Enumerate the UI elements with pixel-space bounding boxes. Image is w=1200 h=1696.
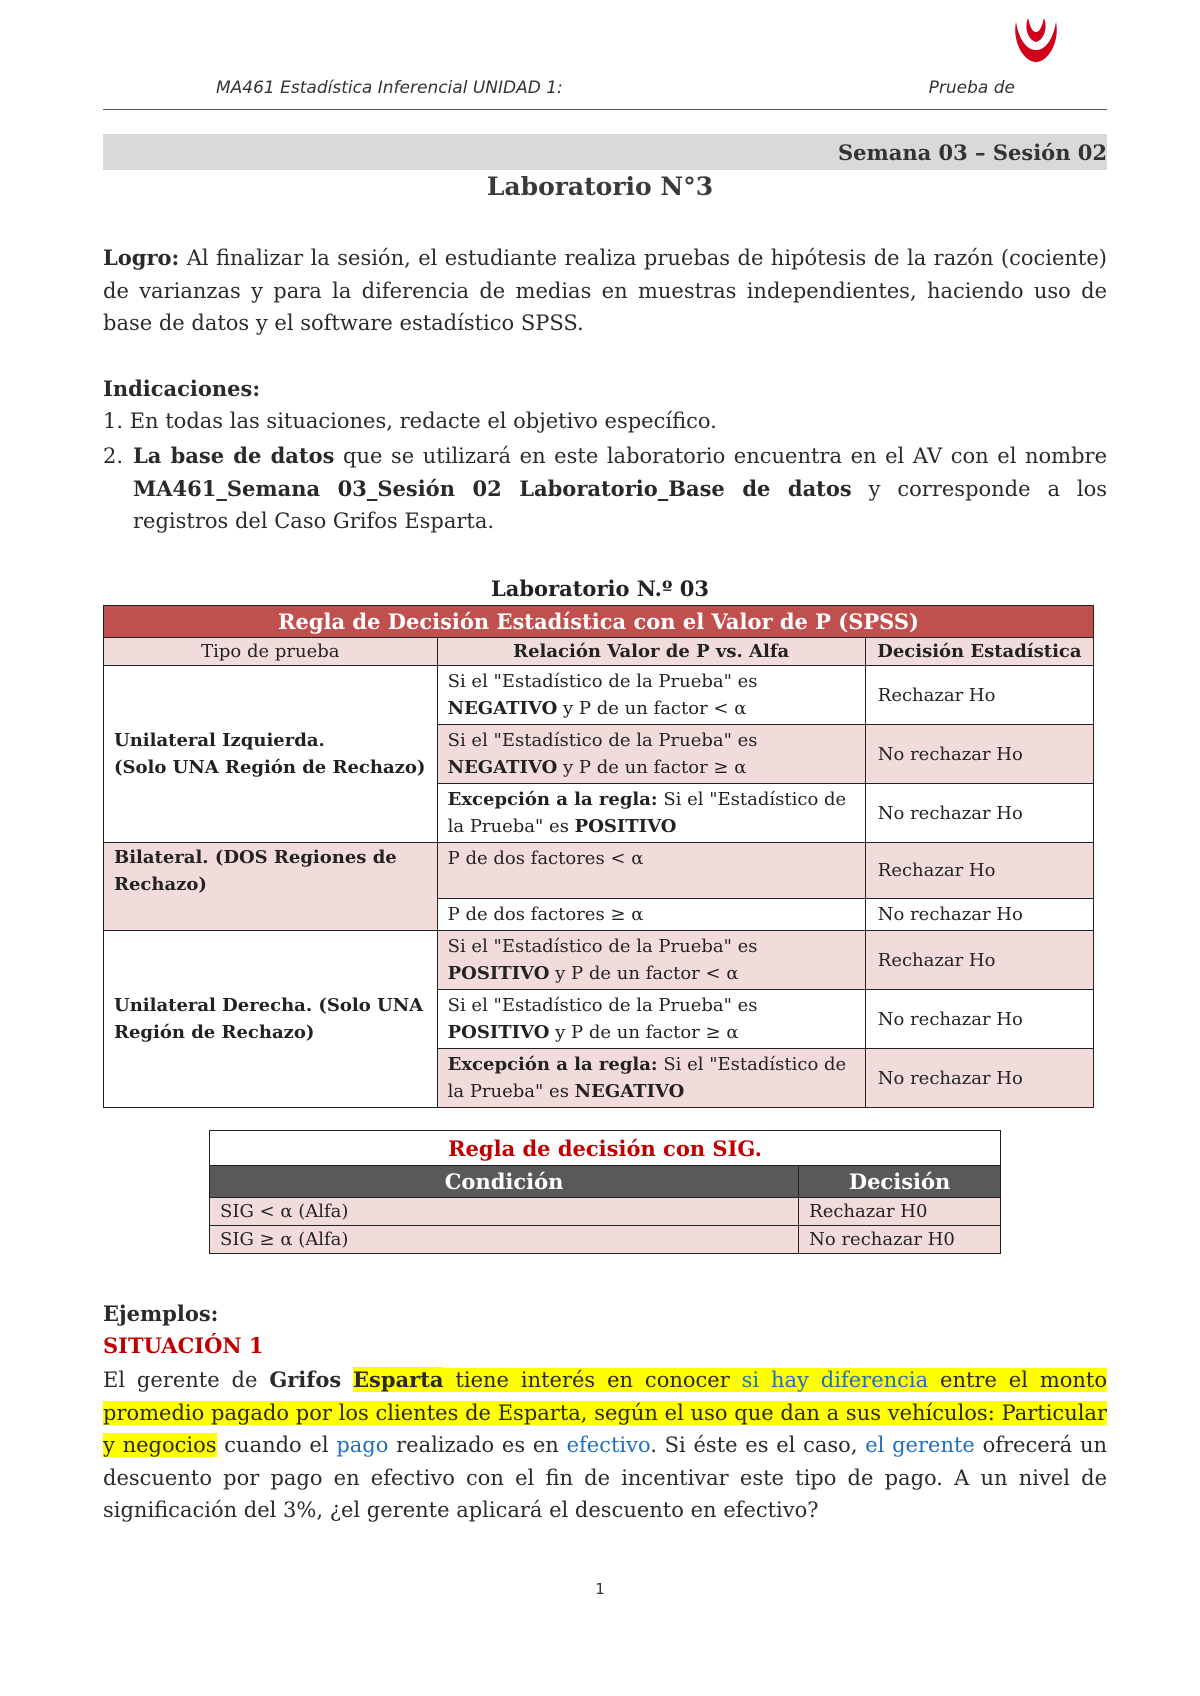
decision-cell: No rechazar Ho: [865, 725, 1093, 784]
logro-paragraph: [103, 242, 1107, 340]
rel-bold: NEGATIVO: [447, 757, 558, 778]
sit-text: cuando el: [216, 1433, 337, 1457]
decision-cell: Rechazar Ho: [865, 843, 1093, 899]
rel-bold: Excepción a la regla:: [447, 789, 658, 810]
relation-cell: P de dos factores ≥ α: [437, 899, 865, 931]
group-bilateral: Bilateral. (DOS Regiones de Rechazo): [104, 843, 438, 931]
decision-table-title-row: [104, 606, 1094, 638]
table-row: [104, 931, 1094, 990]
relation-cell: [437, 784, 865, 843]
rel-bold: NEGATIVO: [574, 1081, 685, 1102]
page-title: Laboratorio N°3: [486, 172, 714, 201]
sig-table-title: Regla de decisión con SIG.: [210, 1131, 1001, 1166]
relation-cell: P de dos factores < α: [437, 843, 865, 899]
header-course: MA461 Estadística Inferencial UNIDAD 1:: [216, 78, 563, 98]
decision-cell: No rechazar Ho: [865, 1049, 1093, 1108]
table-row: [210, 1226, 1001, 1254]
sit-text: [341, 1368, 353, 1392]
sig-header-condicion: Condición: [210, 1166, 799, 1198]
rel-text: Si el "Estadístico de la Prueba" es: [447, 995, 758, 1016]
sit-highlight-blue: si hay diferencia: [741, 1368, 929, 1392]
rel-bold: NEGATIVO: [447, 698, 558, 719]
rel-bold: POSITIVO: [447, 963, 550, 984]
decision-cell: Rechazar Ho: [865, 666, 1093, 725]
rel-bold: Excepción a la regla:: [447, 1054, 658, 1075]
situacion-paragraph: [103, 1364, 1107, 1527]
decision-table-header-row: [104, 638, 1094, 666]
rel-bold: POSITIVO: [574, 816, 677, 837]
indicaciones-item-1-text: 1. En todas las situaciones, redacte el objetivo específico.: [103, 409, 717, 433]
indicaciones-title: Indicaciones:: [103, 376, 261, 401]
sit-text: . Si éste es el caso,: [650, 1433, 866, 1457]
sig-header-decision: Decisión: [799, 1166, 1001, 1198]
sit-blue-pago: pago: [336, 1433, 389, 1457]
relation-cell: [437, 1049, 865, 1108]
relation-cell: [437, 725, 865, 784]
rel-bold: POSITIVO: [447, 1022, 550, 1043]
relation-cell: [437, 990, 865, 1049]
situacion-title: SITUACIÓN 1: [103, 1333, 264, 1358]
upc-logo-icon: [1008, 12, 1064, 68]
header-relacion: Relación Valor de P vs. Alfa: [437, 638, 865, 666]
bold-file-name: MA461_Semana 03_Sesión 02 Laboratorio_Base de datos: [133, 475, 852, 501]
sig-table: [209, 1130, 1001, 1254]
rel-text: y P de un factor ≥ α: [557, 757, 747, 778]
decision-table: [103, 605, 1094, 1108]
item2-text-b: y corresponde a los registros del Caso Grifos Esparta.: [133, 476, 1107, 533]
sig-condition-cell: SIG < α (Alfa): [210, 1198, 799, 1226]
sit-blue-gerente: el gerente: [865, 1433, 975, 1457]
indicaciones-item-2: [103, 440, 1107, 538]
sig-decision-cell: No rechazar H0: [799, 1226, 1001, 1254]
table-row: [210, 1198, 1001, 1226]
rel-text: y P de un factor ≥ α: [549, 1022, 739, 1043]
header-rule: [103, 109, 1107, 110]
sit-highlight: entre el monto promedio pagado por los clientes de Esparta, según el uso que dan a sus vehículos: Particular y negocios: [103, 1368, 1107, 1457]
group-left-line2: (Solo UNA Región de Rechazo): [114, 757, 426, 778]
sit-text: ofrecerá un descuento por pago en efectivo con el fin de incentivar este tipo de pago. A un nivel de significación del 3%, ¿el gerente aplicará el descuento en efectivo?: [103, 1433, 1107, 1522]
sit-highlight: tiene interés en conocer: [443, 1368, 742, 1392]
rel-text: Si el "Estadístico de la Prueba" es: [447, 1054, 847, 1102]
sig-condition-cell: SIG ≥ α (Alfa): [210, 1226, 799, 1254]
rel-text: Si el "Estadístico de la Prueba" es: [447, 730, 758, 751]
bold-base-datos: La base de datos: [133, 443, 335, 468]
sig-table-title-row: [210, 1131, 1001, 1166]
relation-cell: [437, 931, 865, 990]
table-row: [104, 666, 1094, 725]
group-unilateral-derecha: Unilateral Derecha. (Solo UNA Región de Rechazo): [104, 931, 438, 1108]
decision-cell: No rechazar Ho: [865, 784, 1093, 843]
sit-text: El gerente de: [103, 1368, 270, 1392]
item2-text-a: que se utilizará en este laboratorio encuentra en el AV con el nombre: [334, 444, 1107, 468]
logro-label: Logro:: [103, 245, 180, 270]
decision-cell: No rechazar Ho: [865, 990, 1093, 1049]
indicaciones-item-2-text: [133, 440, 1107, 538]
decision-table-title: Regla de Decisión Estadística con el Valor de P (SPSS): [104, 606, 1094, 638]
ejemplos-heading: Ejemplos:: [103, 1301, 219, 1326]
group-left-line1: Unilateral Izquierda.: [114, 730, 325, 751]
rel-text: Si el "Estadístico de la Prueba" es: [447, 936, 758, 957]
group-unilateral-izquierda: [104, 666, 438, 843]
relation-cell: [437, 666, 865, 725]
sit-text: realizado es en: [388, 1433, 567, 1457]
decision-cell: Rechazar Ho: [865, 931, 1093, 990]
sit-highlight-esparta: Esparta: [353, 1367, 444, 1392]
table-row: [104, 843, 1094, 899]
header-decision: Decisión Estadística: [865, 638, 1093, 666]
table-caption: Laboratorio N.º 03: [491, 576, 709, 601]
header-tipo: Tipo de prueba: [104, 638, 438, 666]
sit-blue-efectivo: efectivo: [566, 1433, 651, 1457]
rel-text: Si el "Estadístico de la Prueba" es: [447, 789, 847, 837]
rel-text: y P de un factor < α: [549, 963, 739, 984]
rel-text: Si el "Estadístico de la Prueba" es: [447, 671, 758, 692]
indicaciones-item-2-number: 2.: [103, 444, 124, 468]
logro-text: Al finalizar la sesión, el estudiante realiza pruebas de hipótesis de la razón (cociente) de varianzas y para la diferencia de medias en muestras independientes, haciendo uso de base de datos y el software estadístico SPSS.: [103, 246, 1107, 335]
sig-table-header-row: [210, 1166, 1001, 1198]
decision-cell: No rechazar Ho: [865, 899, 1093, 931]
page-number: 1: [595, 1580, 605, 1598]
session-label: Semana 03 – Sesión 02: [837, 140, 1107, 165]
indicaciones-item-1: [103, 405, 1107, 438]
sit-bold-grifos: Grifos: [269, 1367, 342, 1392]
header-right: Prueba de: [928, 78, 1015, 98]
page-header: [103, 76, 1107, 110]
rel-text: y P de un factor < α: [557, 698, 747, 719]
sig-decision-cell: Rechazar H0: [799, 1198, 1001, 1226]
